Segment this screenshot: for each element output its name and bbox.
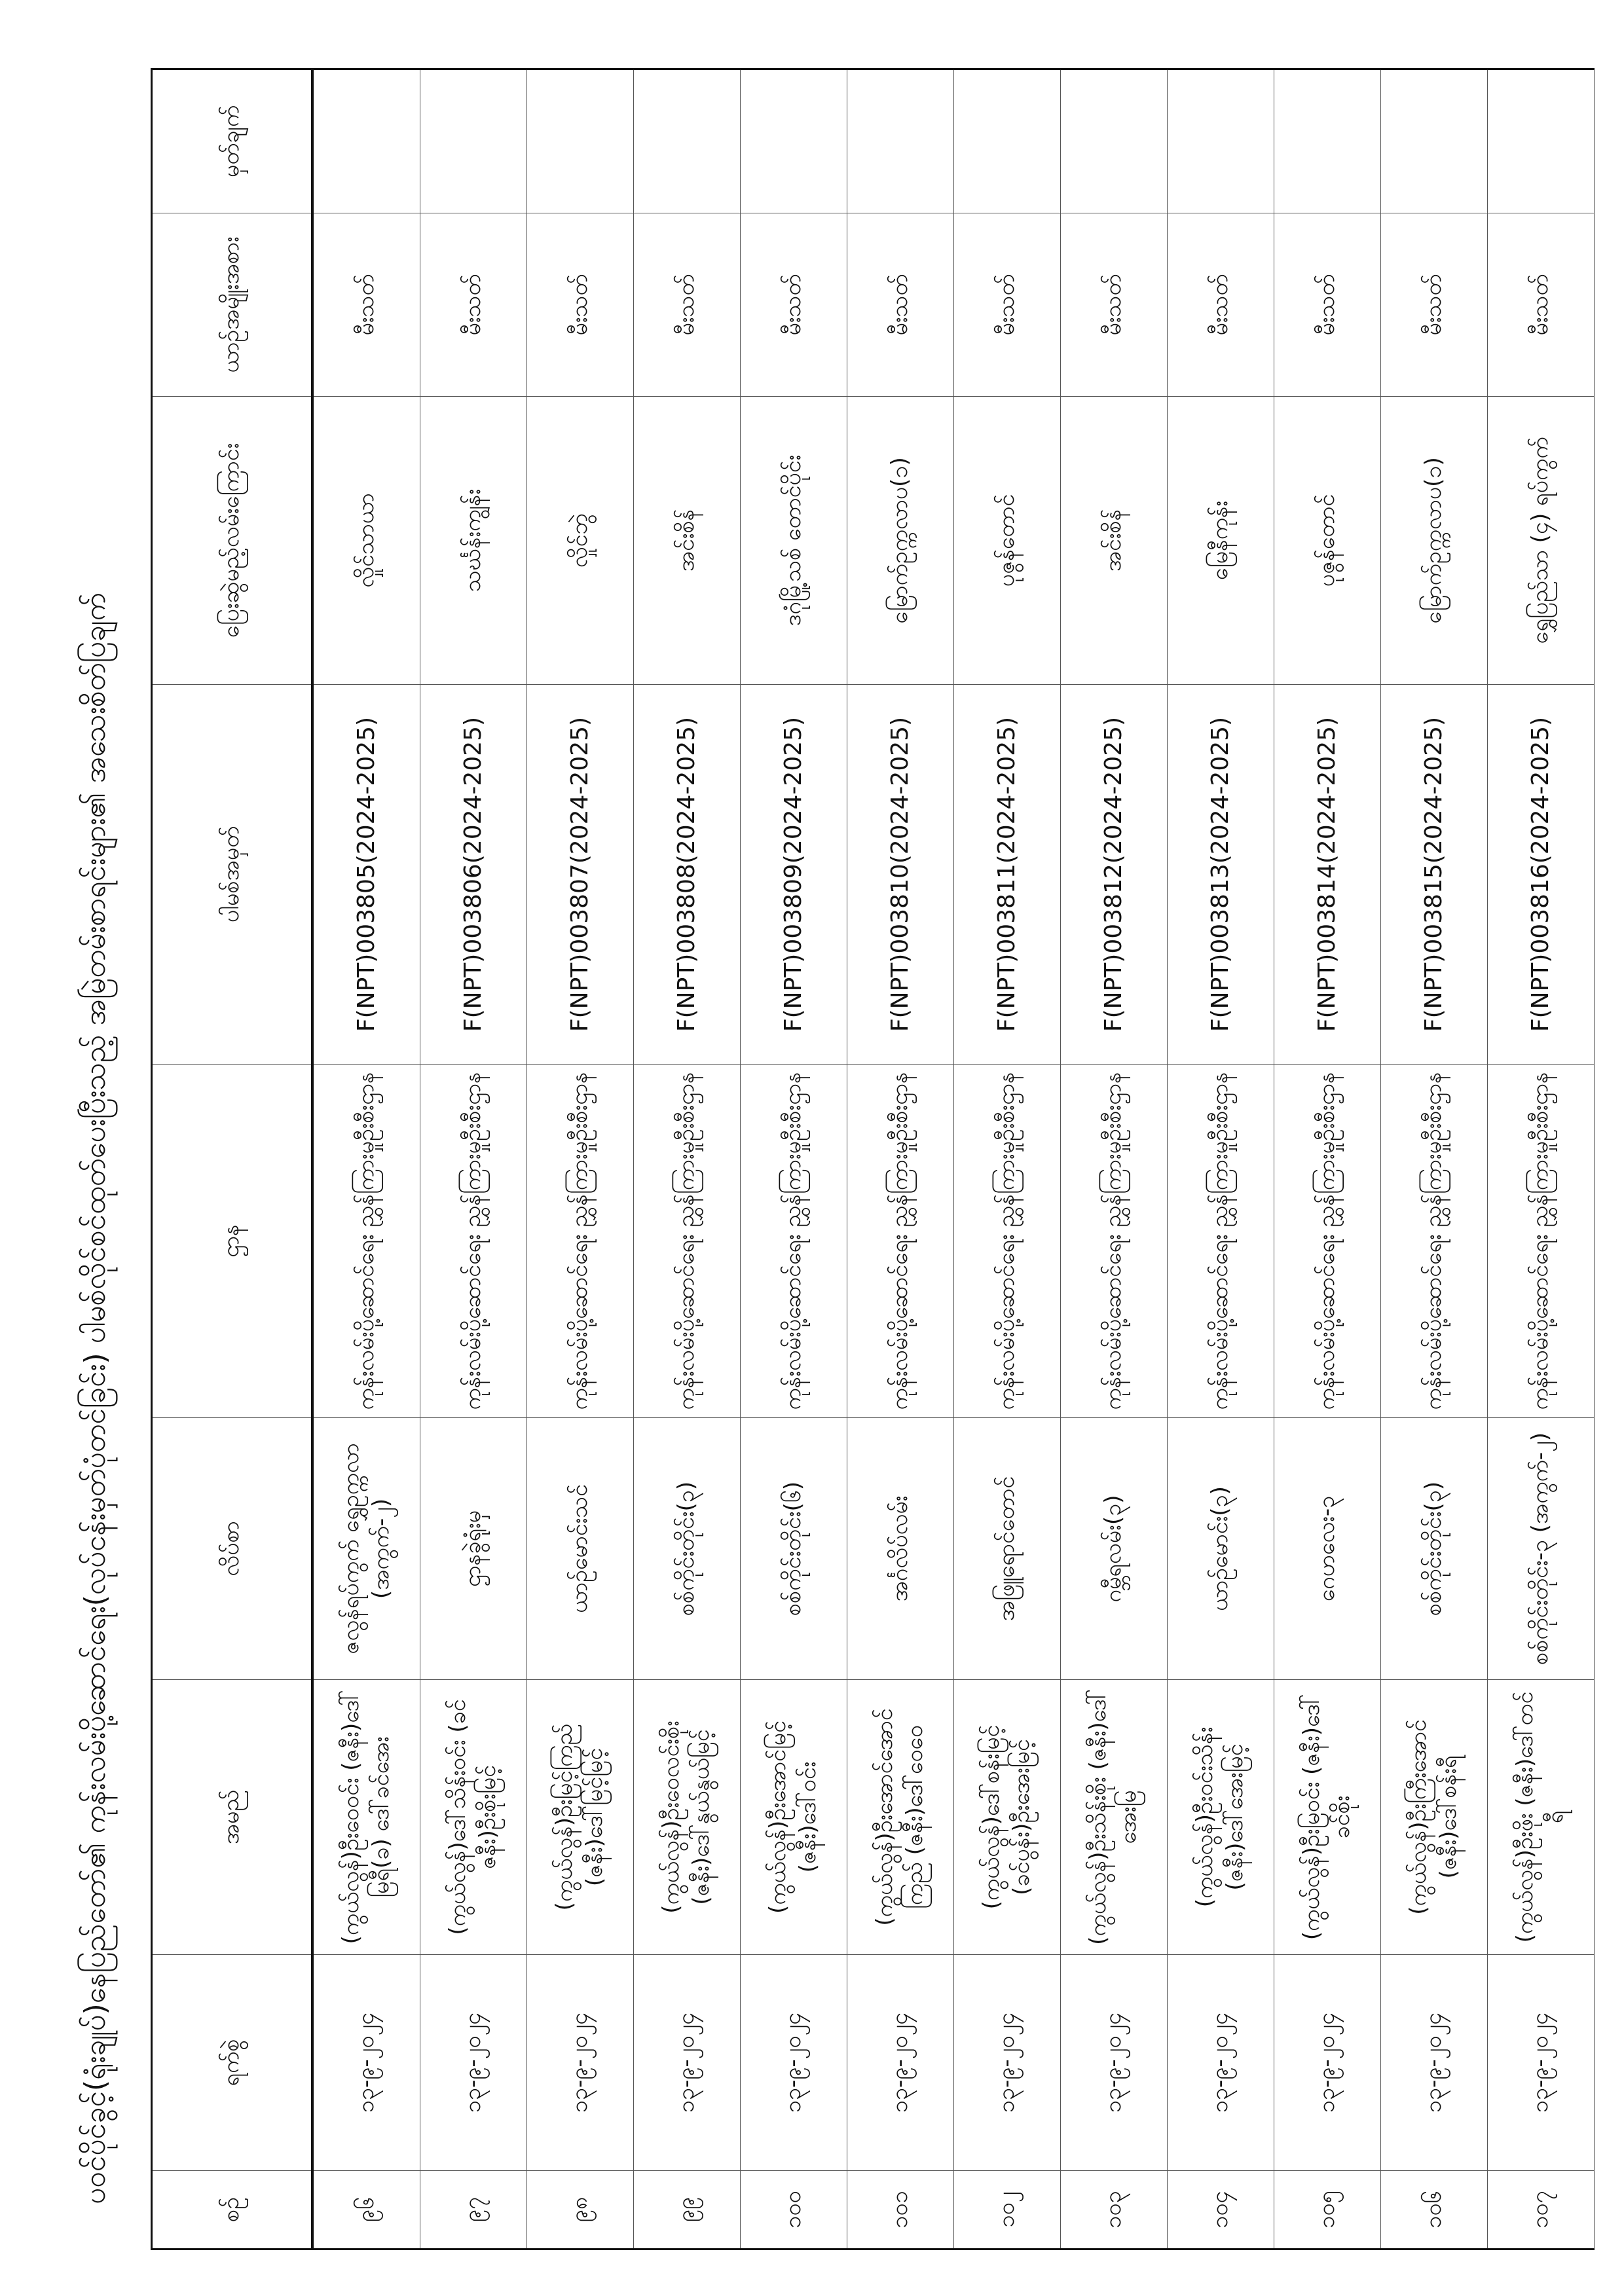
cell-name: (ကွယ်လွန်)ဦးဝင်းသိန်း (ဇနီး)ဒေါ်အေးမြင့် (1168, 1680, 1274, 1955)
table-row (741, 69, 847, 2250)
cell-vehicle-type: မီးသတ် (1488, 213, 1595, 397)
cell-route: ရွှေပြည်သာ (၄) ရပ်ကွက် (1488, 397, 1595, 685)
cell-name: (ကွယ်လွန်)ဦးသိန်းစိုး (ဇနီး)ဒေါ်အေးမြ (1061, 1680, 1168, 1955)
table-row (420, 69, 527, 2250)
cell-permit-no: F(NPT)003814(2024-2025) (1274, 685, 1381, 1065)
cell-name: (ကွယ်လွန်)ဦးဖိုး (ဇနီး)ဒေါ်တင်ရီ (1488, 1680, 1595, 1955)
cell-name: (ကွယ်လွန်)ဦးဝေဝင်း (ဇနီး)ဒေါ်မြရီ(ခ) ဒေါ်ခင်အေး (312, 1680, 420, 1955)
header-route: ပြေးဆွဲမည့်လမ်းကြောင်း (152, 397, 313, 685)
header-row (152, 69, 313, 2250)
cell-date: ၁၃-၉-၂၀၂၄ (741, 1955, 847, 2171)
cell-remarks (1488, 69, 1595, 213)
cell-route: ပုဇွန်တောင် (954, 397, 1061, 685)
cell-address: ဂေဟလေး-၃ (1274, 1418, 1381, 1680)
header-permit-no: ပါမစ်အမှတ် (152, 685, 313, 1065)
cell-no: ၁၀၅ (1274, 2171, 1381, 2250)
cell-remarks (1381, 69, 1488, 213)
cell-address: စစ်ကိုင်းတိုင်း(၃) (634, 1418, 741, 1680)
cell-department: ကုန်းလမ်းပို့ဆောင်ရေး ညွှန်ကြားမှုဦးစီးဌာန (1061, 1065, 1168, 1418)
cell-remarks (312, 69, 420, 213)
header-name: အမည် (152, 1680, 313, 1955)
cell-remarks (954, 69, 1061, 213)
cell-vehicle-type: မီးသတ် (1061, 213, 1168, 397)
cell-date: ၁၃-၉-၂၀၂၄ (1488, 1955, 1595, 2171)
cell-route: မြေနီကုန်း (1168, 397, 1274, 685)
cell-permit-no: F(NPT)003808(2024-2025) (634, 685, 741, 1065)
cell-date: ၁၃-၉-၂၀၂၄ (954, 1955, 1061, 2171)
cell-name: (ကွယ်လွန်)ဦးမြဝင်း (ဇနီး)ဒေါ်ခင်စိုး (1274, 1680, 1381, 1955)
cell-department: ကုန်းလမ်းပို့ဆောင်ရေး ညွှန်ကြားမှုဦးစီးဌာန (1488, 1065, 1595, 1418)
cell-vehicle-type: မီးသတ် (847, 213, 954, 397)
cell-vehicle-type: မီးသတ် (1381, 213, 1488, 397)
cell-route: သင်္ဃန်းကျွန်း (420, 397, 527, 685)
cell-remarks (1274, 69, 1381, 213)
cell-department: ကုန်းလမ်းပို့ဆောင်ရေး ညွှန်ကြားမှုဦးစီးဌာန (312, 1065, 420, 1418)
cell-permit-no: F(NPT)003809(2024-2025) (741, 685, 847, 1065)
cell-address: ယာဉ်မောင်းသင် (527, 1418, 634, 1680)
cell-permit-no: F(NPT)003807(2024-2025) (527, 685, 634, 1065)
cell-vehicle-type: မီးသတ် (1168, 213, 1274, 397)
header-date: ရက်စွဲ (152, 1955, 313, 2171)
cell-no: ၉၆ (312, 2171, 420, 2250)
cell-route: အင်းစိန် (634, 397, 741, 685)
cell-department: ကုန်းလမ်းပို့ဆောင်ရေး ညွှန်ကြားမှုဦးစီးဌာန (954, 1065, 1061, 1418)
cell-name: (ကွယ်လွန်)ဦးကြီးအောင် (ဇနီး)ဒေါ်စန်းရီ (1381, 1680, 1488, 1955)
cell-permit-no: F(NPT)003812(2024-2025) (1061, 685, 1168, 1065)
header-address: လိပ်စာ (152, 1418, 313, 1680)
cell-date: ၁၃-၉-၂၀၂၄ (312, 1955, 420, 2171)
cell-no: ၁၀၆ (1381, 2171, 1488, 2250)
cell-address: ဇလွန်ရပ်ကွက် ရွှေဥက္ကလာ (အကွက်-၂) (312, 1418, 420, 1680)
cell-route: မြောက်ဥက္ကလာပ(၁) (847, 397, 954, 685)
cell-no: ၉၈ (527, 2171, 634, 2250)
cell-permit-no: F(NPT)003815(2024-2025) (1381, 685, 1488, 1065)
cell-date: ၁၃-၉-၂၀၂၄ (1168, 1955, 1274, 2171)
cell-permit-no: F(NPT)003811(2024-2025) (954, 685, 1061, 1065)
cell-date: ၁၃-၉-၂၀၂၄ (1381, 1955, 1488, 2171)
table-row (634, 69, 741, 2250)
cell-vehicle-type: မီးသတ် (1274, 213, 1381, 397)
cell-no: ၁၀၁ (847, 2171, 954, 2250)
cell-permit-no: F(NPT)003805(2024-2025) (312, 685, 420, 1065)
cell-address: အင်္ဂလိပ်လမ်း (847, 1418, 954, 1680)
header-department: ဌာန (152, 1065, 313, 1418)
cell-vehicle-type: မီးသတ် (312, 213, 420, 397)
table-row (1488, 69, 1595, 2250)
table-row (527, 69, 634, 2250)
cell-department: ကုန်းလမ်းပို့ဆောင်ရေး ညွှန်ကြားမှုဦးစီးဌာန (741, 1065, 847, 1418)
table-row (954, 69, 1061, 2250)
cell-permit-no: F(NPT)003806(2024-2025) (420, 685, 527, 1065)
cell-remarks (741, 69, 847, 213)
cell-vehicle-type: မီးသတ် (420, 213, 527, 397)
cell-department: ကုန်းလမ်းပို့ဆောင်ရေး ညွှန်ကြားမှုဦးစီးဌာန (847, 1065, 954, 1418)
cell-remarks (847, 69, 954, 213)
cell-no: ၁၀၂ (954, 2171, 1061, 2250)
cell-date: ၁၃-၉-၂၀၂၄ (420, 1955, 527, 2171)
table-row (847, 69, 954, 2250)
cell-vehicle-type: မီးသတ် (741, 213, 847, 397)
cell-remarks (1168, 69, 1274, 213)
table-row (1381, 69, 1488, 2250)
cell-address: ယာဉ်မောင်း(၃) (1168, 1418, 1274, 1680)
cell-vehicle-type: မီးသတ် (634, 213, 741, 397)
cell-permit-no: F(NPT)003813(2024-2025) (1168, 685, 1274, 1065)
cell-route: လှိုင်သာယာ (312, 397, 420, 685)
cell-address: အဖြူရောင်တောင် (954, 1418, 1061, 1680)
cell-permit-no: F(NPT)003816(2024-2025) (1488, 685, 1595, 1065)
cell-route: လှိုင်ဘွဲ (527, 397, 634, 685)
cell-address: စစ်ကိုင်းတိုင်း(၆) (741, 1418, 847, 1680)
cell-route: ဒဂုံမြို့သစ် တောင်ပိုင်း (741, 397, 847, 685)
cell-vehicle-type: မီးသတ် (954, 213, 1061, 397)
cell-date: ၁၃-၉-၂၀၂၄ (527, 1955, 634, 2171)
cell-department: ကုန်းလမ်းပို့ဆောင်ရေး ညွှန်ကြားမှုဦးစီးဌာန (1274, 1065, 1381, 1418)
cell-department: ကုန်းလမ်းပို့ဆောင်ရေး ညွှန်ကြားမှုဦးစီးဌာန (1381, 1065, 1488, 1418)
cell-date: ၁၃-၉-၂၀၂၄ (634, 1955, 741, 2171)
document-title: ပဝင်ပိုင်ခွင့်(ရုံးချုပ်)နေပြည်တော်၏ ကုန်းလမ်းပို့ဆောင်ရေး(လုပ်ငန်းမှတ်ပုံတင်ခြင်း) ပါမစ်လိုင်စင်ထုတ်ပေးပြီးသည့် အမြဲတမ်းစာရင်းများ၏ အသေးစိတ်ပြချက် (79, 592, 112, 2204)
cell-address: ဌာနခွဲရုံးမှ (420, 1418, 527, 1680)
cell-name: (ကွယ်လွန်)ဦးဝေလင်းစိုး (ဇနီး)ဒေါ်နွယ်နွယ်မြင့် (634, 1680, 741, 1955)
permit-table (151, 68, 1595, 2250)
cell-department: ကုန်းလမ်းပို့ဆောင်ရေး ညွှန်ကြားမှုဦးစီးဌာန (420, 1065, 527, 1418)
table-row (1274, 69, 1381, 2250)
cell-name: (ကွယ်လွန်)ဒေါ်စန်းမြင့် (ခင်ပွန်း)ဦးအေးမြင့် (954, 1680, 1061, 1955)
cell-name: (ကွယ်လွန်)ဦးမြင့်ကြည် (ဇနီး)ဒေါ်မြင့်မြင့် (527, 1680, 634, 1955)
cell-name: (ကွယ်လွန်)ဦးအောင်အောင်ကြည် (ဇနီး)ဒေါ်ဝေဝေ (847, 1680, 954, 1955)
table-row (312, 69, 420, 2250)
cell-no: ၉၉ (634, 2171, 741, 2250)
cell-route: အင်းစိန် (1061, 397, 1168, 685)
cell-remarks (1061, 69, 1168, 213)
cell-date: ၁၃-၉-၂၀၂၄ (1274, 1955, 1381, 2171)
table-row (1061, 69, 1168, 2250)
cell-department: ကုန်းလမ်းပို့ဆောင်ရေး ညွှန်ကြားမှုဦးစီးဌာန (527, 1065, 634, 1418)
cell-date: ၁၃-၉-၂၀၂၄ (847, 1955, 954, 2171)
cell-route: မြောက်ဥက္ကလာပ(၁) (1381, 397, 1488, 685)
cell-remarks (420, 69, 527, 213)
cell-permit-no: F(NPT)003810(2024-2025) (847, 685, 954, 1065)
cell-department: ကုန်းလမ်းပို့ဆောင်ရေး ညွှန်ကြားမှုဦးစီးဌာန (1168, 1065, 1274, 1418)
cell-address: စစ်ကိုင်းတိုင်း-၃ (အကွက်-၂) (1488, 1418, 1595, 1680)
cell-name: (ကွယ်လွန်)ဦးအောင်မြင့် (ဇနီး)ဒေါ်ဝင်း (741, 1680, 847, 1955)
header-no: စဉ် (152, 2171, 313, 2250)
cell-address: ဂမ္ဘီရလမ်း(၃) (1061, 1418, 1168, 1680)
header-remarks: မှတ်ချက် (152, 69, 313, 213)
cell-no: ၁၀၃ (1061, 2171, 1168, 2250)
cell-route: ပုဇွန်တောင် (1274, 397, 1381, 685)
cell-department: ကုန်းလမ်းပို့ဆောင်ရေး ညွှန်ကြားမှုဦးစီးဌာန (634, 1065, 741, 1418)
cell-no: ၉၇ (420, 2171, 527, 2250)
cell-no: ၁၀၄ (1168, 2171, 1274, 2250)
cell-date: ၁၃-၉-၂၀၂၄ (1061, 1955, 1168, 2171)
cell-no: ၁၀၇ (1488, 2171, 1595, 2250)
cell-remarks (634, 69, 741, 213)
header-vehicle-type: ယာဉ်အမျိုးအစား (152, 213, 313, 397)
table-row (1168, 69, 1274, 2250)
cell-no: ၁၀၀ (741, 2171, 847, 2250)
cell-remarks (527, 69, 634, 213)
cell-name: (ကွယ်လွန်)ဒေါ်သိန်းဝင်း (ခင်ဇနီး)ဦးစိုးမြင့် (420, 1680, 527, 1955)
cell-vehicle-type: မီးသတ် (527, 213, 634, 397)
cell-address: စစ်ကိုင်းတိုင်း(၃) (1381, 1418, 1488, 1680)
